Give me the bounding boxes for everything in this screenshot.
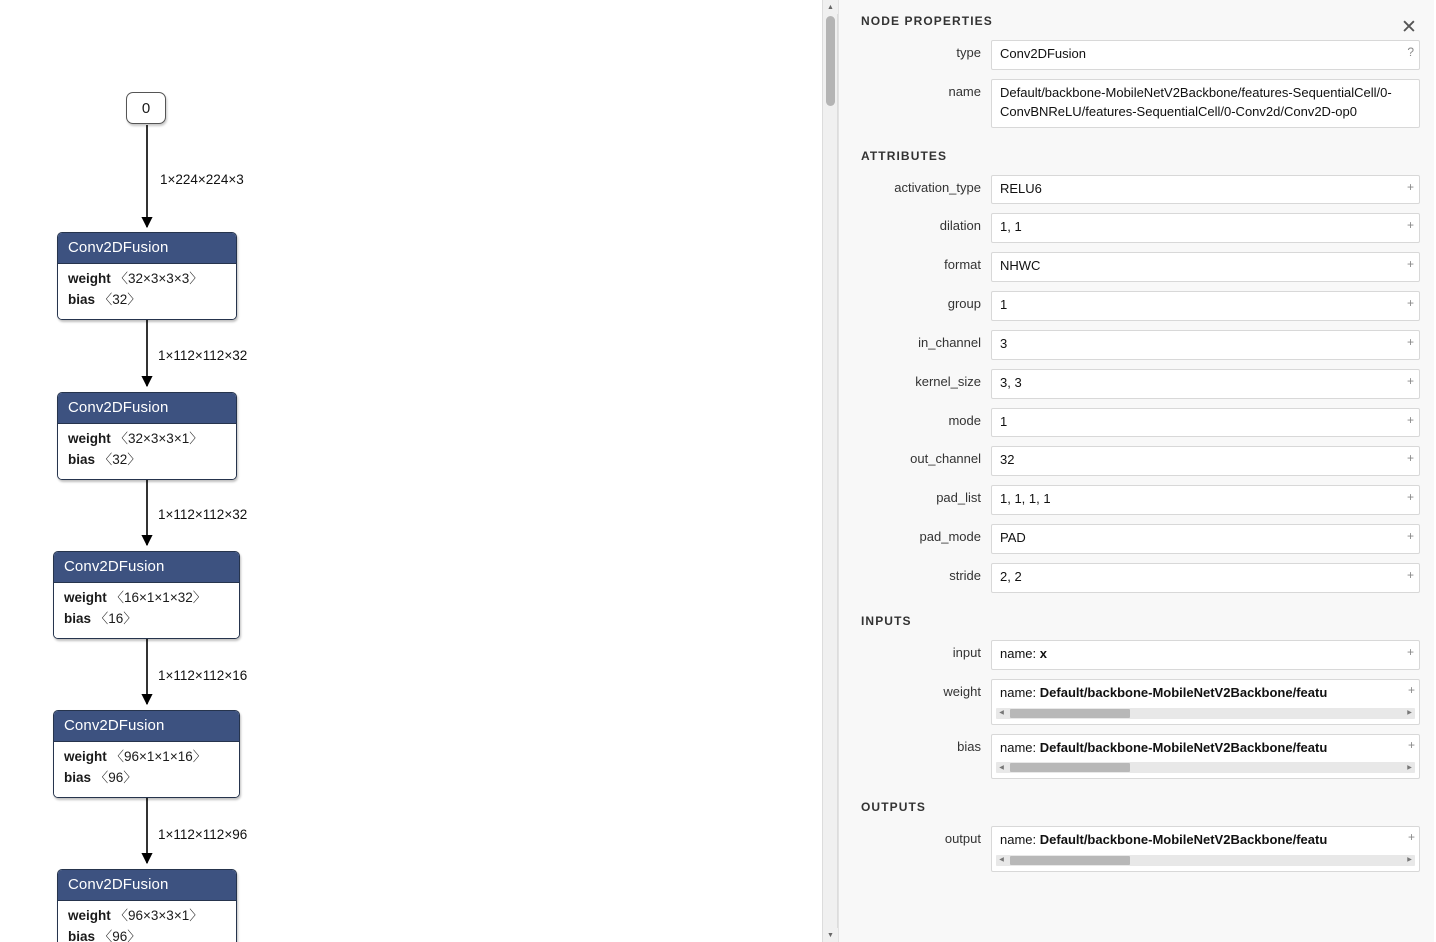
graph-node-title: Conv2DFusion [54,711,239,742]
graph-node[interactable] [57,392,237,480]
graph-node-title: Conv2DFusion [58,393,236,424]
value-horizontal-scrollbar[interactable] [996,762,1415,773]
attribute-value-text: 1, 1 [1000,219,1022,235]
attribute-value[interactable] [991,524,1420,554]
attribute-label: format [944,257,981,273]
attribute-value[interactable] [991,213,1420,243]
graph-node-start-label: 0 [141,99,151,117]
property-label: name [948,83,981,99]
panel-title: NODE PROPERTIES [861,14,993,28]
scroll-down-arrow-icon[interactable]: ▼ [823,928,838,942]
output-label: output [944,831,981,847]
attribute-value-text: RELU6 [1000,180,1042,196]
attribute-value-text: 1 [1000,413,1008,429]
value-horizontal-scrollbar[interactable] [996,855,1415,866]
graph-node-start[interactable] [126,92,166,124]
graph-node-attr [68,290,226,311]
attribute-row-pad-mode [839,522,1420,556]
graph-node-attr-shape: 〈32×3×3×1〉 [114,431,203,446]
graph-node-attr [68,269,226,290]
expand-icon[interactable]: + [1406,179,1414,194]
attribute-label: mode [948,412,981,428]
attribute-row-group [839,289,1420,323]
attribute-value-text: 32 [1000,452,1015,468]
graph-node-attr-shape: 〈96×1×1×16〉 [110,749,207,764]
attribute-value[interactable] [991,446,1420,476]
output-row-output [839,824,1420,874]
expand-icon[interactable]: + [1406,529,1414,544]
edge-label-4: 1×112×112×96 [158,827,248,842]
attribute-value[interactable] [991,252,1420,282]
graph-node-attr-shape: 〈16〉 [94,610,137,626]
graph-node-attr-shape: 〈16×1×1×32〉 [110,590,207,605]
inputs-section-title: INPUTS [861,613,912,628]
input-row-weight [839,677,1420,727]
expand-icon[interactable]: + [1406,567,1414,582]
graph-node[interactable] [53,551,240,639]
expand-icon[interactable]: + [1407,682,1415,697]
edge-label-0: 1×224×224×3 [160,172,244,187]
attribute-row-stride [839,561,1420,595]
graph-node-attr [64,588,229,609]
value-scrollbar-thumb[interactable] [1010,763,1130,772]
graph-node-attr-key: weight [64,749,107,764]
graph-node-attr-key: weight [64,590,107,605]
expand-icon[interactable]: + [1406,644,1414,659]
property-row-name [839,77,1420,130]
edge-label-2: 1×112×112×32 [158,507,248,522]
expand-icon[interactable]: + [1406,334,1414,349]
attribute-value[interactable] [991,369,1420,399]
attribute-value-text: NHWC [1000,258,1041,274]
attribute-value[interactable] [991,408,1420,438]
attribute-label: pad_list [936,490,981,506]
attribute-row-in-channel [839,328,1420,362]
graph-node-attr-shape: 〈96×3×3×1〉 [114,908,203,923]
graph-node-attr-key: weight [68,271,111,286]
attribute-row-activation-type [839,173,1420,207]
input-value[interactable] [991,679,1420,725]
input-label: input [952,644,981,660]
attribute-row-pad-list [839,483,1420,517]
outputs-section-title: OUTPUTS [861,800,927,815]
expand-icon[interactable]: + [1406,490,1414,505]
input-row-input [839,638,1420,672]
attribute-value-text: PAD [1000,530,1026,546]
graph-node-attr [68,906,226,927]
attribute-value[interactable] [991,485,1420,515]
attribute-value[interactable] [991,291,1420,321]
scroll-left-arrow-icon[interactable]: ◀ [999,764,1004,771]
graph-node-attr [64,609,229,630]
close-icon[interactable]: ✕ [1401,16,1417,38]
edge-label-3: 1×112×112×16 [158,668,248,683]
input-value[interactable] [991,734,1420,780]
edge-label-1: 1×112×112×32 [158,348,248,363]
graph-node-title: Conv2DFusion [54,552,239,583]
input-value[interactable] [991,640,1420,670]
property-value-text: Default/backbone-MobileNetV2Backbone/features-SequentialCell/0-ConvBNReLU/features-SequentialCell/0-Conv2d/Conv2D-op0 [1000,84,1392,119]
expand-icon[interactable]: + [1406,296,1414,311]
graph-node-attr-shape: 〈96〉 [98,928,141,942]
input-value-name: Default/backbone-MobileNetV2Backbone/featu [1039,739,1328,755]
scroll-up-arrow-icon[interactable]: ▲ [823,0,838,14]
attribute-value-text: 3, 3 [1000,374,1022,390]
graph-node-attr-shape: 〈96〉 [94,769,137,785]
graph-node-attr [64,747,229,768]
expand-icon[interactable]: + [1406,257,1414,272]
node-properties-scroll [839,0,1434,874]
attribute-label: stride [949,567,981,583]
scroll-right-arrow-icon[interactable]: ▶ [1407,857,1412,864]
graph-node-attr-key: bias [68,291,96,307]
attribute-value-text: 3 [1000,335,1008,351]
input-value-prefix: name: [1000,645,1037,661]
graph-node-title: Conv2DFusion [58,870,236,901]
graph-node-body [58,901,236,942]
input-label: bias [957,738,981,754]
graph-node-body [58,424,236,479]
graph-node-body [58,264,236,319]
attribute-label: kernel_size [915,373,981,389]
graph-node-attr-shape: 〈32×3×3×3〉 [114,271,203,286]
scroll-left-arrow-icon[interactable]: ◀ [999,709,1004,716]
scroll-right-arrow-icon[interactable]: ▶ [1407,764,1412,771]
input-value-prefix: name: [1000,739,1037,755]
graph-vertical-scrollbar[interactable] [822,0,838,942]
expand-icon[interactable]: + [1407,830,1415,845]
property-value-type[interactable] [991,40,1420,70]
attribute-row-out-channel [839,444,1420,478]
graph-node[interactable] [57,232,237,320]
value-scrollbar-thumb[interactable] [1010,709,1130,718]
attribute-value-text: 1 [1000,297,1008,313]
attribute-row-kernel-size [839,367,1420,401]
attribute-value[interactable] [991,175,1420,205]
graph-node-attr [68,429,226,450]
input-value-name: x [1039,645,1047,661]
output-value-prefix: name: [1000,832,1037,848]
scroll-right-arrow-icon[interactable]: ▶ [1407,709,1412,716]
attributes-section-title: ATTRIBUTES [861,148,948,163]
input-value-prefix: name: [1000,684,1037,700]
attribute-value[interactable] [991,330,1420,360]
value-scrollbar-thumb[interactable] [1010,856,1130,865]
graph-node[interactable] [57,869,237,942]
expand-icon[interactable]: + [1406,451,1414,466]
graph-node-body [54,583,239,638]
graph-node-attr-shape: 〈32〉 [98,451,141,467]
property-row-type [839,38,1420,72]
graph-node-attr-key: bias [64,769,92,785]
node-properties-panel [838,0,1434,942]
value-horizontal-scrollbar[interactable] [996,708,1415,719]
attribute-value[interactable] [991,563,1420,593]
graph-node-attr [68,450,226,471]
input-row-bias [839,732,1420,782]
output-value-name: Default/backbone-MobileNetV2Backbone/featu [1039,832,1328,848]
graph-node-attr-key: bias [68,928,96,942]
expand-icon[interactable]: + [1406,373,1414,388]
attribute-label: pad_mode [919,529,981,545]
attribute-label: dilation [939,218,981,234]
graph-node-attr [64,768,229,789]
expand-icon[interactable]: + [1407,737,1415,752]
input-label: weight [943,683,981,699]
scroll-left-arrow-icon[interactable]: ◀ [999,857,1004,864]
graph-node-attr-key: bias [68,451,96,467]
output-value[interactable] [991,826,1420,872]
help-icon[interactable]: ? [1407,45,1414,59]
attribute-value-text: 2, 2 [1000,568,1022,584]
attribute-label: out_channel [910,451,981,467]
attribute-label: activation_type [894,179,981,195]
attribute-label: group [947,296,981,312]
property-value-name[interactable] [991,79,1420,128]
attribute-row-mode [839,406,1420,440]
graph-node[interactable] [53,710,240,798]
attribute-label: in_channel [918,334,981,350]
graph-node-attr-key: weight [68,908,111,923]
graph-node-attr-shape: 〈32〉 [98,291,141,307]
expand-icon[interactable]: + [1406,218,1414,233]
graph-node-attr [68,927,226,942]
expand-icon[interactable]: + [1406,412,1414,427]
input-value-name: Default/backbone-MobileNetV2Backbone/featu [1039,684,1328,700]
graph-node-body [54,742,239,797]
attribute-row-dilation [839,211,1420,245]
graph-node-title: Conv2DFusion [58,233,236,264]
graph-node-attr-key: bias [64,610,92,626]
attribute-value-text: 1, 1, 1, 1 [1000,491,1051,507]
property-value-text: Conv2DFusion [1000,46,1086,61]
attribute-row-format [839,250,1420,284]
graph-node-attr-key: weight [68,431,111,446]
scrollbar-thumb[interactable] [826,16,835,106]
property-label: type [956,45,981,60]
